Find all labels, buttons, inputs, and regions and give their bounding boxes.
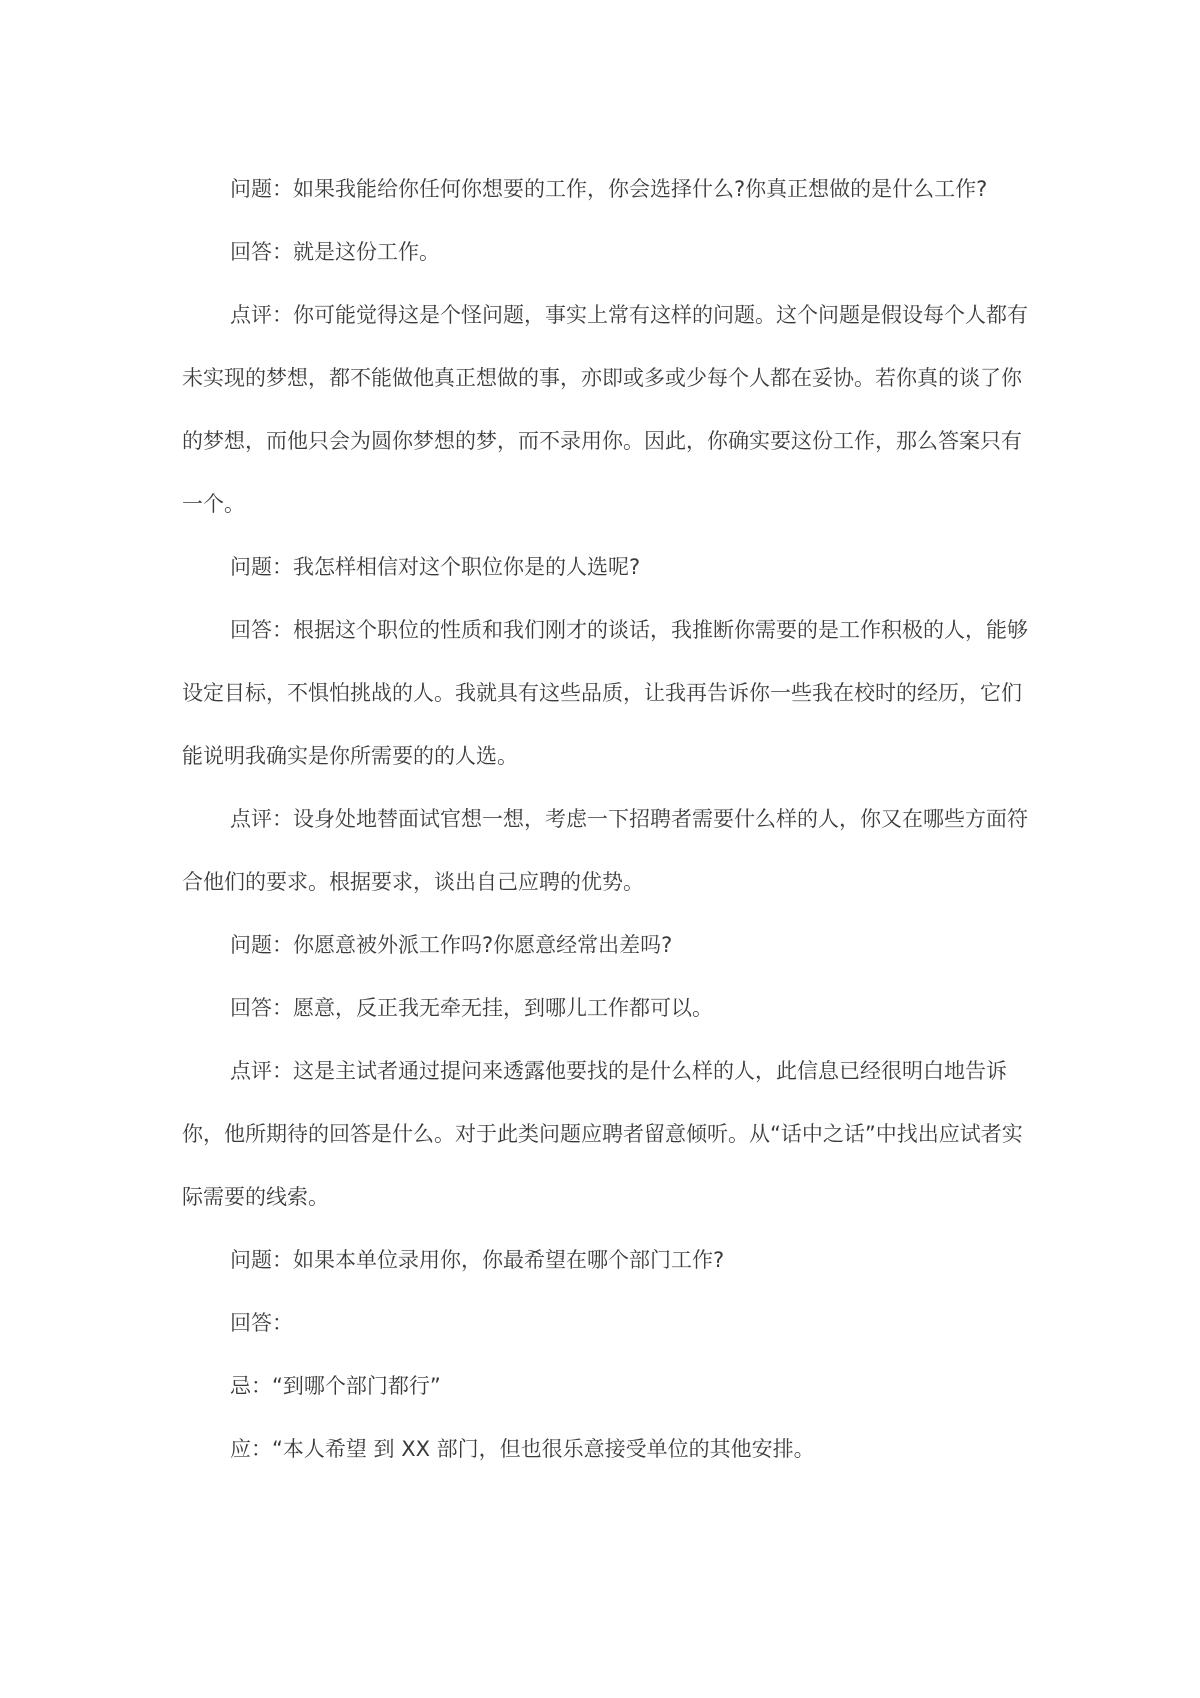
- comment-1: 点评：你可能觉得这是个怪问题，事实上常有这样的问题。这个问题是假设每个人都有未实现的梦想，都不能做他真正想做的事，亦即或多或少每个人都在妥协。若你真的谈了你的梦想，而他只会为圆你梦想的梦，而不录用你。因此，你确实要这份工作，那么答案只有一个。: [182, 303, 1028, 516]
- question-2: 问题：我怎样相信对这个职位你是的人选呢?: [230, 555, 641, 579]
- comment-2: 点评：设身处地替面试官想一想，考虑一下招聘者需要什么样的人，你又在哪些方面符合他们的要求。根据要求，谈出自己应聘的优势。: [182, 807, 1028, 894]
- question-4: 问题：如果本单位录用你，你最希望在哪个部门工作?: [230, 1248, 725, 1272]
- answer-3: 回答：愿意，反正我无牵无挂，到哪儿工作都可以。: [230, 996, 713, 1020]
- answer-4: 回答：: [230, 1311, 293, 1335]
- answer-4-should: 应：“本人希望 到 XX 部门，但也很乐意接受单位的其他安排。: [230, 1437, 815, 1461]
- answer-2: 回答：根据这个职位的性质和我们刚才的谈话，我推断你需要的是工作积极的人，能够设定目标，不惧怕挑战的人。我就具有这些品质，让我再告诉你一些我在校时的经历，它们能说明我确实是你所需要的的人选。: [182, 618, 1028, 768]
- answer-4-avoid: 忌：“到哪个部门都行”: [230, 1374, 441, 1398]
- answer-1: 回答：就是这份工作。: [230, 240, 440, 264]
- comment-3: 点评：这是主试者通过提问来透露他要找的是什么样的人，此信息已经很明白地告诉你，他所期待的回答是什么。对于此类问题应聘者留意倾听。从“话中之话”中找出应试者实际需要的线索。: [182, 1059, 1023, 1209]
- document-body: [182, 158, 1032, 1481]
- question-3: 问题：你愿意被外派工作吗?你愿意经常出差吗?: [230, 933, 673, 957]
- question-1: 问题：如果我能给你任何你想要的工作，你会选择什么?你真正想做的是什么工作?: [230, 177, 988, 201]
